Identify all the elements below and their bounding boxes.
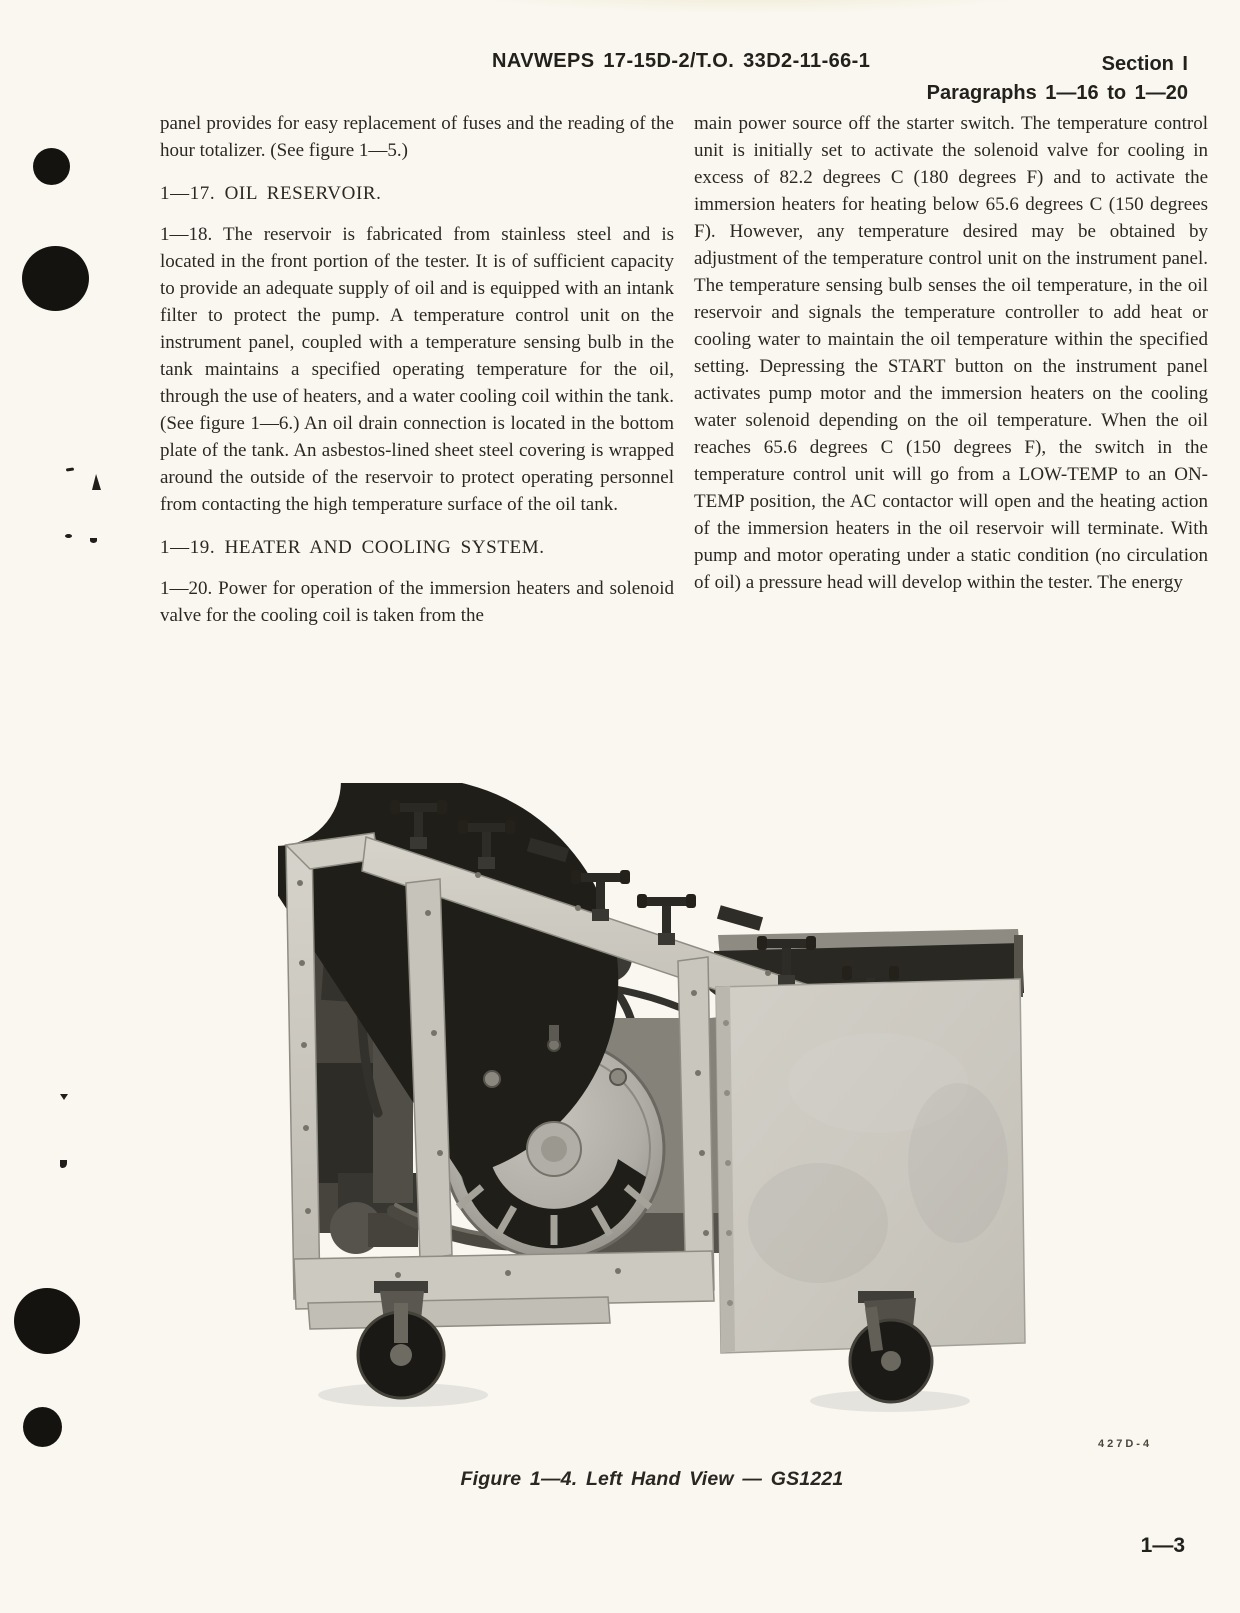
margin-ink-dot	[14, 1288, 80, 1354]
page-number: 1—3	[1140, 1534, 1185, 1557]
margin-ink-dot	[33, 148, 70, 185]
margin-ink-speck	[90, 538, 97, 543]
header-section: Section I	[1101, 53, 1188, 75]
left-text-column	[160, 110, 674, 629]
margin-ink-speck	[65, 534, 72, 538]
header-doc-number: NAVWEPS 17-15D-2/T.O. 33D2-11-66-1	[492, 50, 871, 72]
right-text-column	[694, 110, 1208, 596]
figure-1-4-photo	[278, 783, 1026, 1443]
heading-1-19-heater-cooling: 1—19. HEATER AND COOLING SYSTEM.	[160, 537, 545, 558]
margin-ink-speck	[92, 474, 101, 490]
margin-ink-speck	[60, 1160, 67, 1168]
margin-ink-speck	[60, 1094, 68, 1100]
header-section-block	[927, 50, 1188, 108]
header-paragraph-range: Paragraphs 1—16 to 1—20	[926, 82, 1188, 104]
margin-ink-speck	[66, 467, 74, 471]
paragraph-1-20-continuation: main power source off the starter switch. The temperature control unit is initially set to activate the solenoid valve for cooling in excess of 82.2 degrees C (180 degrees F) and to activate the immersion heaters for heating below 65.6 degrees C (150 degrees F). However, any temperature desired may be obtained by adjustment of the temperature control unit on the instrument panel. The temperature sensing bulb senses the oil temperature, in the oil reservoir and signals the temperature controller to add heat or cooling water to maintain the oil temperature within the specified setting. Depressing the START button on the instrument panel activates pump motor and the immersion heaters on the cooling water solenoid depending on the oil temperature. When the oil reaches 65.6 degrees C (150 degrees F), the switch in the temperature control unit will go from a LOW-TEMP to an ON-TEMP position, the AC contactor will open and the heating action of the immersion heaters in the oil reservoir will terminate. With pump and motor operating under a static condition (no circulation of oil) a pressure head will develop within the tester. The energy	[694, 113, 1208, 593]
paragraph-1-16-continuation: panel provides for easy replacement of fuses and the reading of the hour totalizer. (See figure 1—5.)	[160, 113, 674, 161]
heading-1-17-oil-reservoir: 1—17. OIL RESERVOIR.	[160, 183, 382, 204]
machine-photo-illustration	[278, 783, 1026, 1443]
figure-caption: Figure 1—4. Left Hand View — GS1221	[460, 1468, 844, 1490]
paragraph-1-20: 1—20. Power for operation of the immersion heaters and solenoid valve for the cooling coil is taken from the	[160, 578, 674, 626]
margin-ink-dot	[22, 246, 89, 311]
photo-negative-number: 427D-4	[1098, 1438, 1153, 1450]
paragraph-1-18: 1—18. The reservoir is fabricated from stainless steel and is located in the front portion of the tester. It is of sufficient capacity to provide an adequate supply of oil and is equipped with an intank filter to protect the pump. A temperature control unit on the instrument panel, coupled with a temperature sensing bulb in the tank maintains a specified operating temperature for the oil, through the use of heaters, and a water cooling coil within the tank. (See figure 1—6.) An oil drain connection is located in the bottom plate of the tank. An asbestos-lined sheet steel covering is wrapped around the outside of the reservoir to protect operating personnel from contacting the high temperature surface of the oil tank.	[160, 224, 674, 515]
margin-ink-dot	[23, 1407, 62, 1447]
scan-smudge	[430, 0, 1070, 14]
